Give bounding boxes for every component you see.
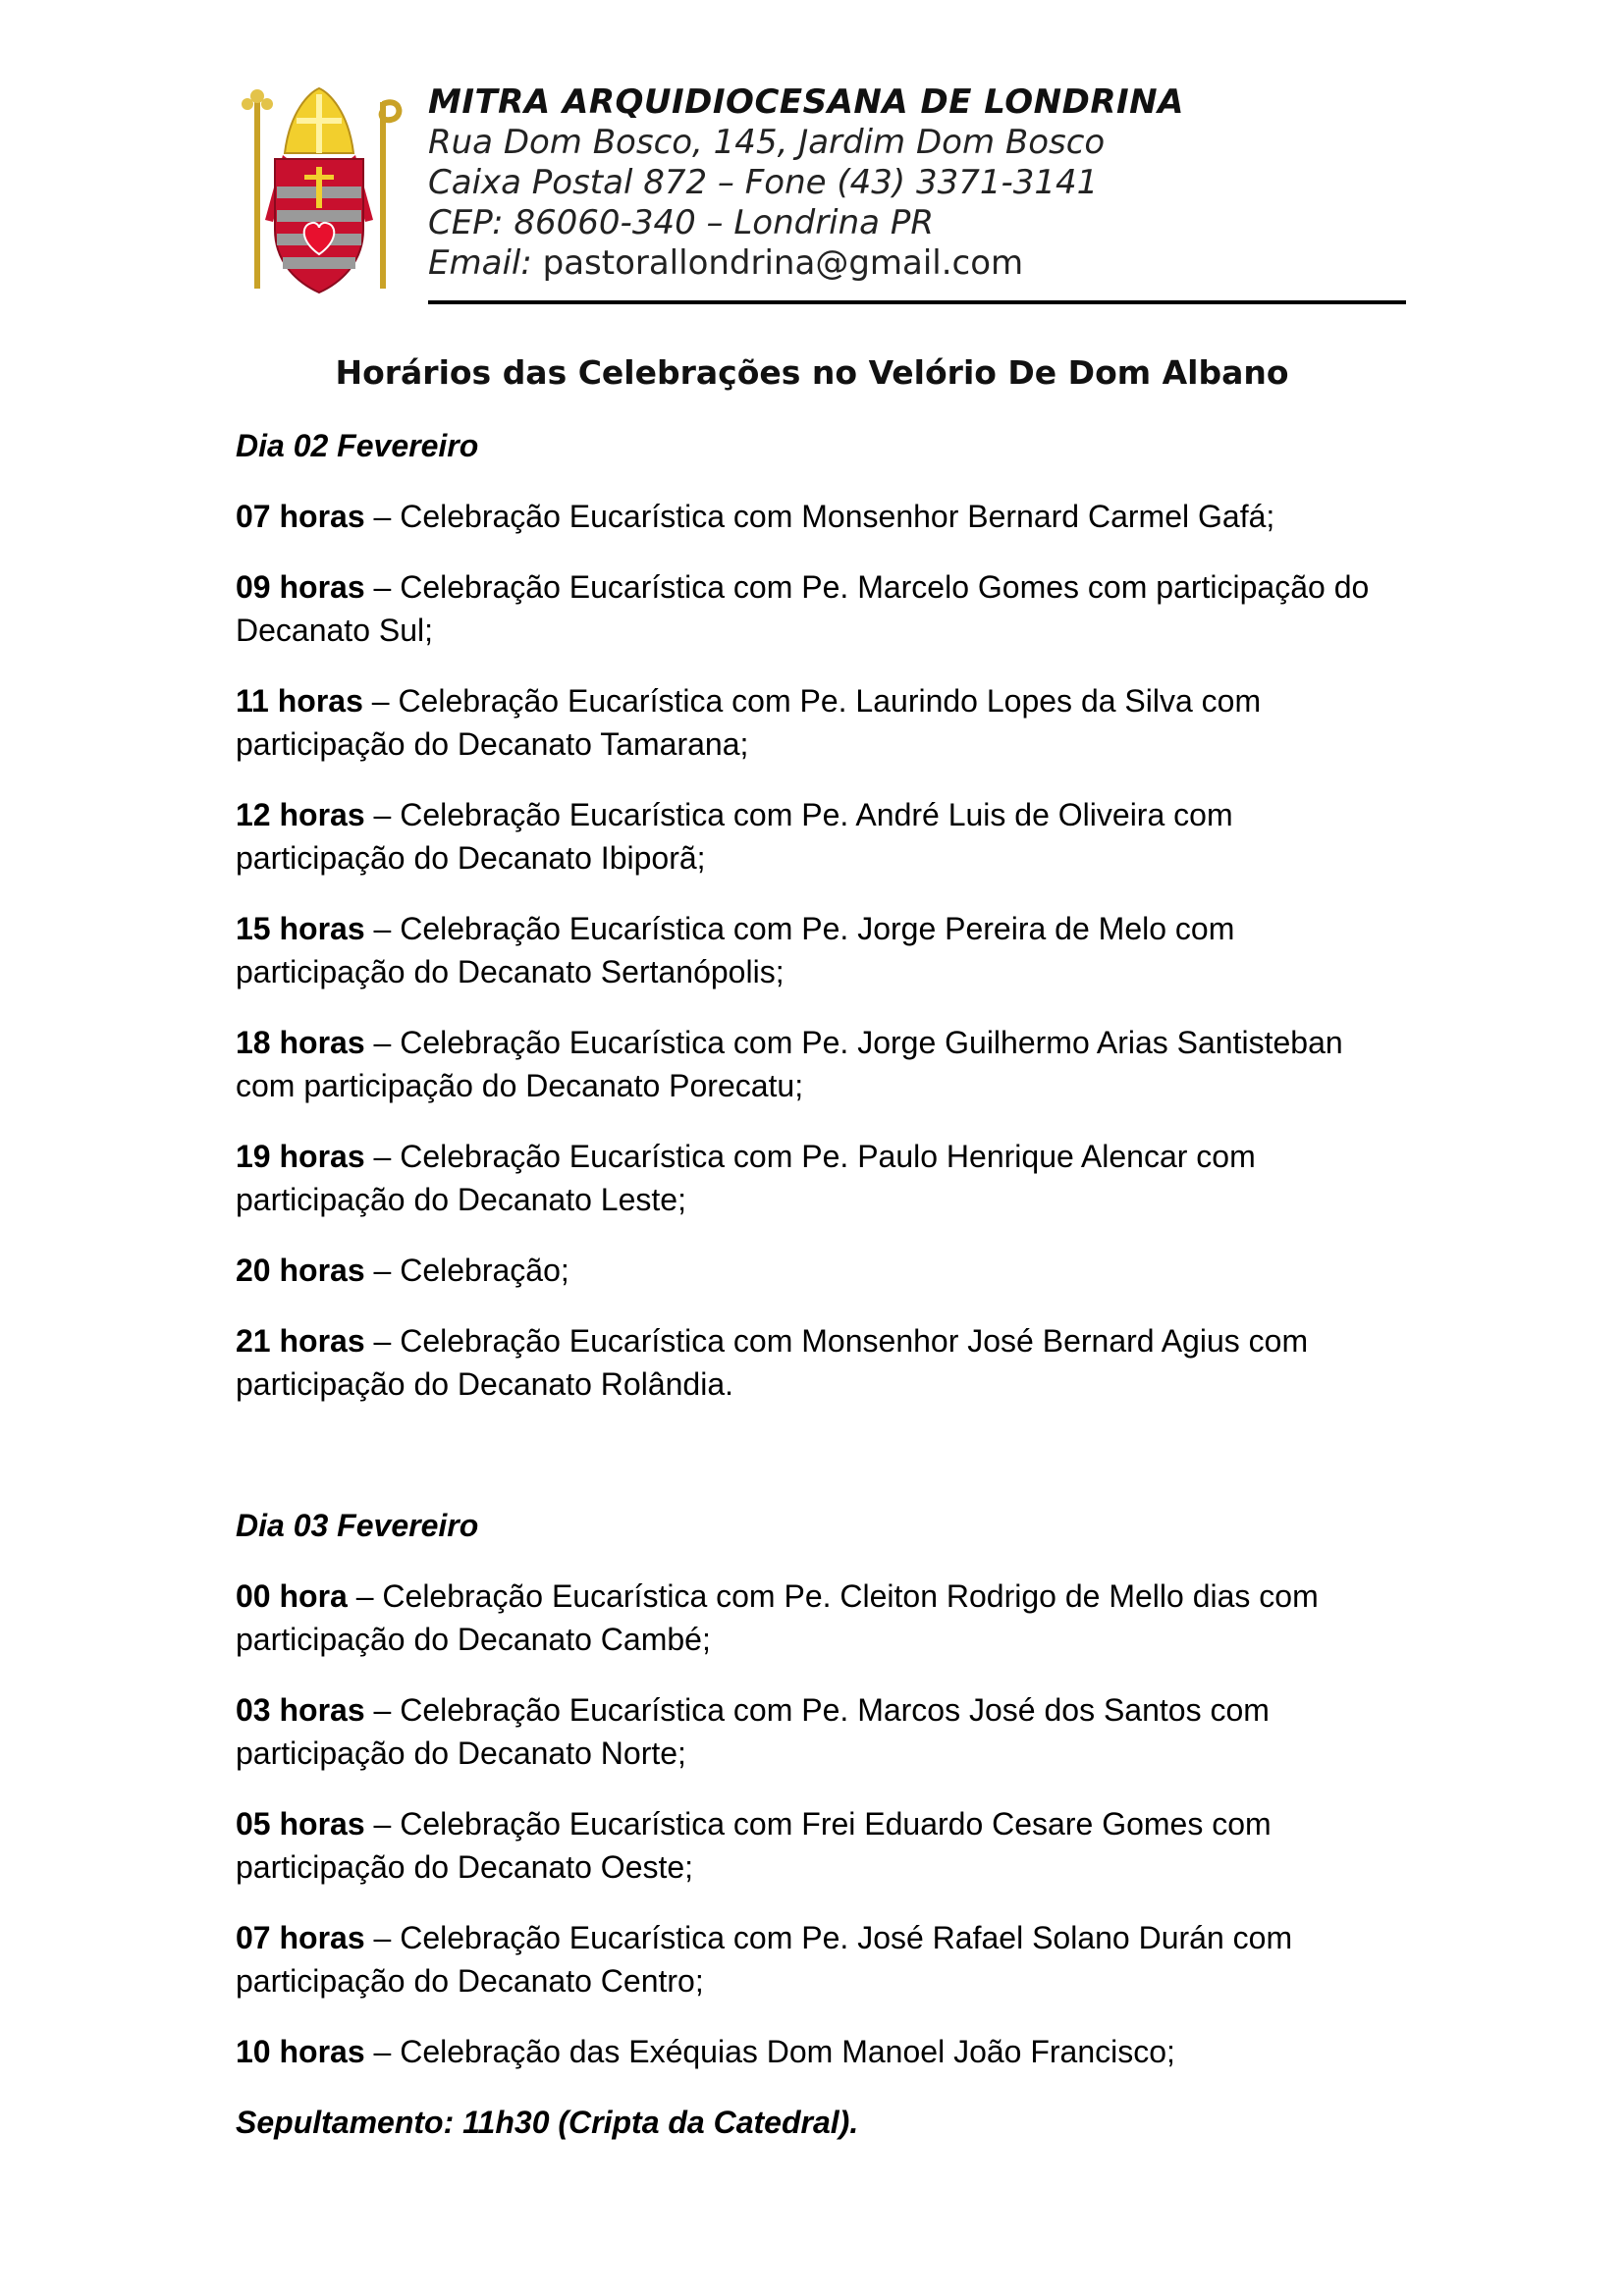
archdiocese-coat-of-arms-icon [236, 82, 403, 304]
entry-description: – Celebração Eucarística com Pe. André Luis de Oliveira com participação do Decanato Ibiporã; [236, 797, 1233, 876]
schedule-entry [236, 1249, 1404, 1292]
email-link[interactable]: pastorallondrina@gmail.com [542, 243, 1024, 283]
entry-description: – Celebração Eucarística com Frei Eduardo Cesare Gomes com participação do Decanato Oeste; [236, 1806, 1272, 1885]
schedule-entry [236, 1135, 1404, 1221]
schedule-entry [236, 1575, 1404, 1661]
schedule-entry [236, 1021, 1404, 1107]
cep-line: CEP: 86060-340 – Londrina PR [428, 203, 934, 242]
entry-time: 15 horas [236, 911, 365, 946]
entry-time: 07 horas [236, 1920, 365, 1955]
schedule-entry [236, 1688, 1404, 1775]
email-label: Email: [428, 243, 532, 283]
entry-time: 18 horas [236, 1025, 365, 1060]
entry-description: – Celebração Eucarística com Pe. Paulo Henrique Alencar com participação do Decanato Leste; [236, 1139, 1256, 1217]
entry-time: 07 horas [236, 499, 365, 534]
entry-time: 03 horas [236, 1692, 365, 1728]
entry-description: – Celebração Eucarística com Pe. Jorge Pereira de Melo com participação do Decanato Sertanópolis; [236, 911, 1235, 989]
organization-name: MITRA ARQUIDIOCESANA DE LONDRINA [428, 82, 1184, 122]
entry-description: – Celebração Eucarística com Pe. Marcos José dos Santos com participação do Decanato Norte; [236, 1692, 1270, 1771]
entry-description: – Celebração Eucarística com Pe. José Rafael Solano Durán com participação do Decanato Centro; [236, 1920, 1293, 1999]
entry-description: – Celebração Eucarística com Pe. Jorge Guilhermo Arias Santisteban com participação do Decanato Porecatu; [236, 1025, 1343, 1103]
entry-description: – Celebração Eucarística com Monsenhor Bernard Carmel Gafá; [364, 499, 1275, 534]
entry-description: – Celebração Eucarística com Pe. Cleiton Rodrigo de Mello dias com participação do Decanato Cambé; [236, 1578, 1319, 1657]
day-heading: Dia 03 Fevereiro [236, 1508, 479, 1543]
schedule-entry [236, 679, 1404, 766]
letterhead [236, 82, 1406, 304]
burial-note: Sepultamento: 11h30 (Cripta da Catedral). [236, 2105, 859, 2140]
letterhead-text [428, 82, 1406, 284]
entry-description: – Celebração das Exéquias Dom Manoel João Francisco; [364, 2034, 1175, 2069]
schedule-entry [236, 1319, 1404, 1406]
section-spacer [236, 1433, 1404, 1504]
entry-time: 21 horas [236, 1323, 365, 1359]
schedule-entry [236, 1802, 1404, 1889]
entry-time: 09 horas [236, 569, 365, 605]
schedule-entry [236, 2030, 1404, 2073]
schedule [236, 424, 1404, 2144]
entry-description: – Celebração Eucarística com Pe. Laurindo Lopes da Silva com participação do Decanato Tamarana; [236, 683, 1262, 762]
entry-description: – Celebração; [364, 1253, 569, 1288]
day-entries [236, 1575, 1404, 2073]
schedule-entry [236, 1916, 1404, 2002]
entry-time: 11 horas [236, 683, 363, 719]
entry-time: 12 horas [236, 797, 365, 832]
entry-description: – Celebração Eucarística com Monsenhor José Bernard Agius com participação do Decanato Rolândia. [236, 1323, 1309, 1402]
day-heading: Dia 02 Fevereiro [236, 428, 479, 463]
phone-line: Caixa Postal 872 – Fone (43) 3371-3141 [428, 163, 1099, 202]
schedule-entry [236, 907, 1404, 993]
schedule-entry [236, 565, 1404, 652]
entry-time: 10 horas [236, 2034, 365, 2069]
entry-time: 00 hora [236, 1578, 348, 1614]
entry-time: 05 horas [236, 1806, 365, 1842]
entry-time: 20 horas [236, 1253, 365, 1288]
page-title: Horários das Celebrações no Velório De Dom Albano [335, 353, 1289, 392]
day-entries [236, 495, 1404, 1406]
entry-time: 19 horas [236, 1139, 365, 1174]
schedule-entry [236, 793, 1404, 880]
header-divider [428, 300, 1406, 304]
schedule-entry [236, 495, 1404, 538]
email-line [428, 243, 1406, 284]
entry-description: – Celebração Eucarística com Pe. Marcelo Gomes com participação do Decanato Sul; [236, 569, 1370, 648]
address-line: Rua Dom Bosco, 145, Jardim Dom Bosco [428, 123, 1106, 162]
